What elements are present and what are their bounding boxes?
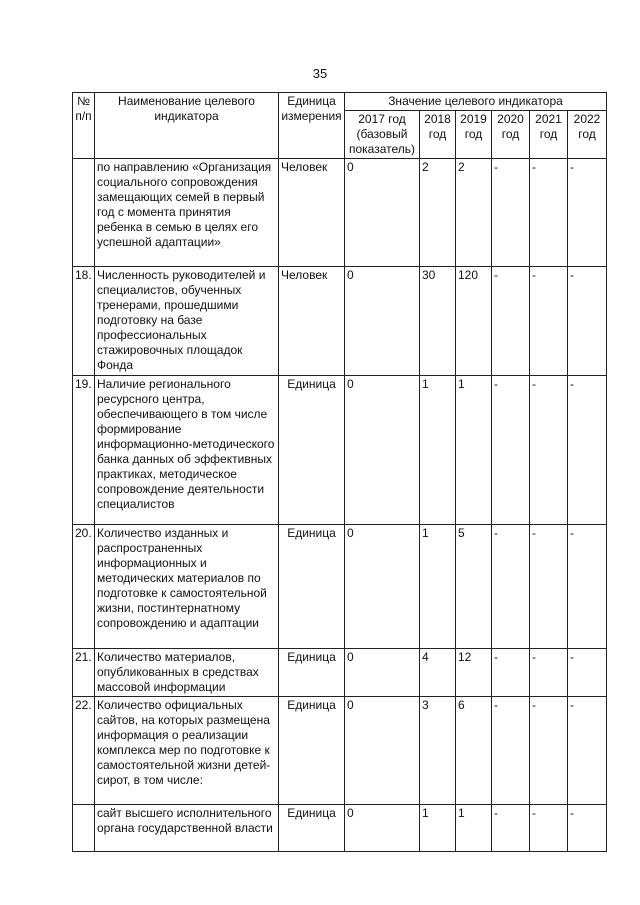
header-year: 2018 год	[420, 111, 456, 159]
row-name: Количество изданных и распространенных информационных и методических материалов по подготовке к самостоятельной жизни, постинтернатному сопровождению и адаптации	[95, 525, 279, 649]
row-value: -	[492, 376, 530, 525]
row-num	[73, 805, 95, 852]
row-value: 0	[345, 159, 420, 267]
row-name: Количество материалов, опубликованных в средствах массовой информации	[95, 649, 279, 697]
row-value: 0	[345, 649, 420, 697]
row-unit: Единица	[279, 697, 345, 805]
table-row	[73, 805, 607, 852]
header-year: 2021 год	[530, 111, 568, 159]
row-value: -	[530, 159, 568, 267]
row-value: 1	[420, 376, 456, 525]
row-value: -	[492, 649, 530, 697]
row-value: 4	[420, 649, 456, 697]
header-year: 2020 год	[492, 111, 530, 159]
row-unit: Единица	[279, 376, 345, 525]
header-value-group: Значение целевого индикатора	[345, 93, 607, 111]
row-value: -	[568, 159, 607, 267]
row-value: 2	[456, 159, 492, 267]
table-row	[73, 267, 607, 376]
row-value: 0	[345, 376, 420, 525]
row-value: -	[492, 805, 530, 852]
row-num: 19.	[73, 376, 95, 525]
row-value: -	[530, 649, 568, 697]
row-value: -	[530, 805, 568, 852]
header-num: № п/п	[73, 93, 95, 159]
row-value: -	[530, 697, 568, 805]
row-value: -	[530, 267, 568, 376]
row-value: -	[568, 649, 607, 697]
table-row	[73, 376, 607, 525]
row-value: 120	[456, 267, 492, 376]
header-year: 2019 год	[456, 111, 492, 159]
row-value: -	[568, 376, 607, 525]
row-num: 22.	[73, 697, 95, 805]
row-name: по направлению «Организация социального сопровождения замещающих семей в первый год с момента принятия ребенка в семью в целях его успешной адаптации»	[95, 159, 279, 267]
row-value: 0	[345, 525, 420, 649]
row-unit: Человек	[279, 267, 345, 376]
row-unit: Единица	[279, 525, 345, 649]
table-row	[73, 525, 607, 649]
row-num: 21.	[73, 649, 95, 697]
header-year: 2017 год (базовый показатель)	[345, 111, 420, 159]
row-value: -	[530, 376, 568, 525]
row-value: 30	[420, 267, 456, 376]
row-value: -	[568, 525, 607, 649]
row-value: 12	[456, 649, 492, 697]
row-value: -	[568, 697, 607, 805]
row-value: 6	[456, 697, 492, 805]
row-value: 5	[456, 525, 492, 649]
row-value: 0	[345, 805, 420, 852]
row-value: 1	[456, 805, 492, 852]
row-value: 0	[345, 267, 420, 376]
row-num: 20.	[73, 525, 95, 649]
table-row	[73, 697, 607, 805]
row-value: -	[492, 159, 530, 267]
row-value: -	[568, 805, 607, 852]
row-value: -	[492, 525, 530, 649]
row-unit: Единица	[279, 805, 345, 852]
header-year: 2022 год	[568, 111, 607, 159]
indicators-table	[72, 92, 607, 852]
table-row	[73, 649, 607, 697]
row-num	[73, 159, 95, 267]
row-value: -	[492, 267, 530, 376]
page-number: 35	[312, 66, 328, 81]
row-name: Количество официальных сайтов, на которых размещена информация о реализации комплекса мер по подготовке к самостоятельной жизни детей-сирот, в том числе:	[95, 697, 279, 805]
row-value: -	[492, 697, 530, 805]
row-value: -	[530, 525, 568, 649]
row-unit: Человек	[279, 159, 345, 267]
row-value: 1	[456, 376, 492, 525]
row-num: 18.	[73, 267, 95, 376]
header-unit: Единица измерения	[279, 93, 345, 159]
row-value: 1	[420, 525, 456, 649]
header-name: Наименование целевого индикатора	[95, 93, 279, 159]
table-row	[73, 159, 607, 267]
row-value: 0	[345, 697, 420, 805]
row-value: 3	[420, 697, 456, 805]
row-name: Наличие регионального ресурсного центра, обеспечивающего в том числе формирование информационно-методического банка данных об эффективных практиках, методическое сопровождение деятельности специалистов	[95, 376, 279, 525]
row-name: Численность руководителей и специалистов, обученных тренерами, прошедшими подготовку на базе профессиональных стажировочных площадок Фонда	[95, 267, 279, 376]
row-value: 2	[420, 159, 456, 267]
row-value: -	[568, 267, 607, 376]
row-value: 1	[420, 805, 456, 852]
row-name: сайт высшего исполнительного органа государственной власти	[95, 805, 279, 852]
row-unit: Единица	[279, 649, 345, 697]
